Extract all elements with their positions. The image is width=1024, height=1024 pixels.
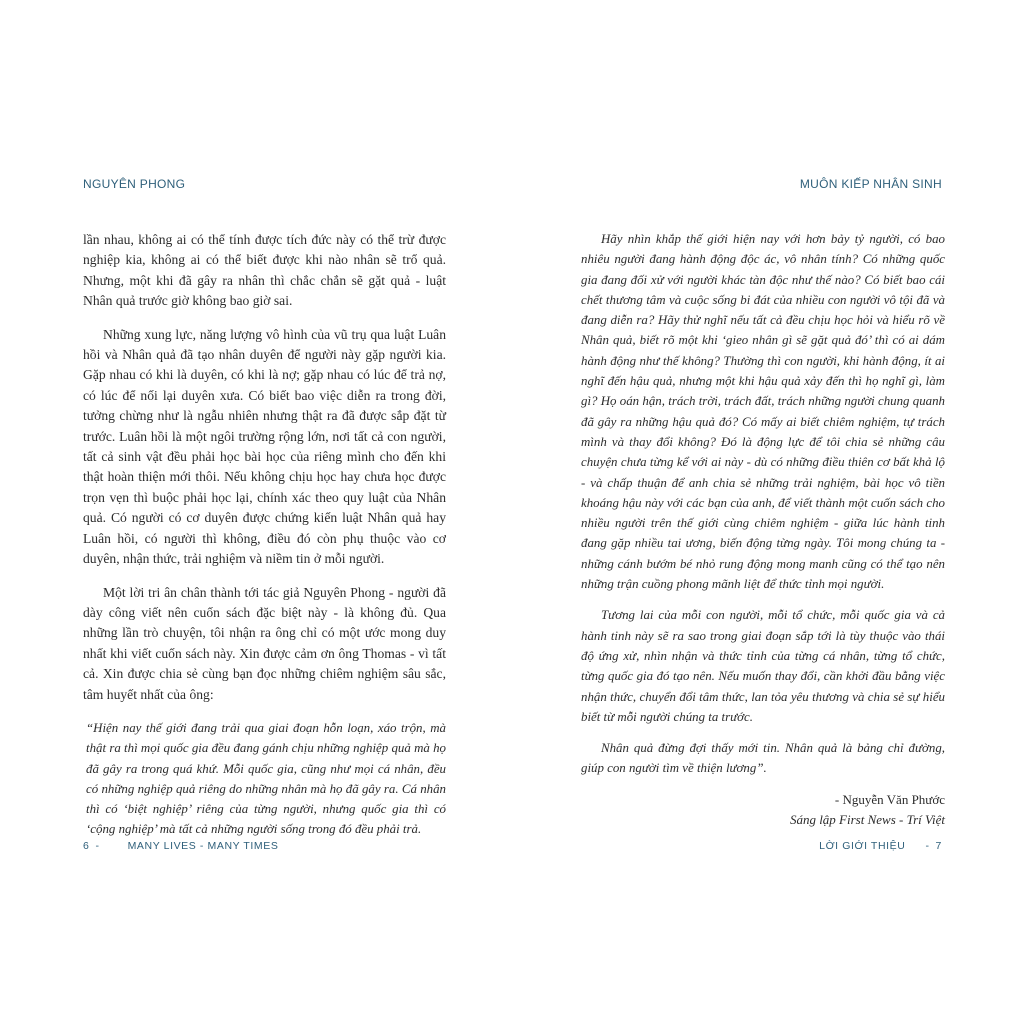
right-footer [819,840,942,852]
paragraph: Một lời tri ân chân thành tới tác giả Nguyên Phong - người đã dày công viết nên cuốn sách đặc biệt này - là không đủ. Qua những lần trò chuyện, tôi nhận ra ông chỉ có một ước mong duy nhất khi viết cuốn sách này. Xin được cảm ơn ông Thomas - vì tất cả. Xin được chia sẻ cùng bạn đọc những chiêm nghiệm sâu sắc, tâm huyết nhất của ông: [83,584,446,702]
footer-separator: - [95,840,100,852]
signature-name: - Nguyễn Văn Phước [834,791,945,807]
footer-section-title: LỜI GIỚI THIỆU [819,840,906,852]
quote-paragraph: Hãy nhìn khắp thế giới hiện nay với hơn bảy tỷ người, có bao nhiêu người đang hành động độc ác, vô nhân tính? Có những quốc gia đang đối xử với người khác tàn độc như thế nào? Có biết bao cái chết thương tâm và cuộc sống bi đát của nhiều con người vô tội đã và đang diễn ra? Hãy thử nghĩ nếu tất cả đều chịu học hỏi và hiểu rõ về Nhân quả, biết rõ một khi ‘gieo nhân gì sẽ gặt quả đó’ thì có ai dám hành động như thế không? Thường thì con người, khi hành động, ít ai nghĩ đến hậu quả, nhưng một khi hậu quả xảy đến thì họ nghĩ gì, làm gì? Họ oán hận, trách trời, trách đất, trách những người chung quanh đã gây ra những hậu quả đó? Có mấy ai biết chiêm nghiệm, tự trách mình và thay đổi không? Đó là động lực để tôi chia sẻ những câu chuyện chưa từng kể với ai này - dù có những điều thiên cơ bất khả lộ - và chấp thuận để anh chia sẻ những trải nghiệm, bài học vô tiền khoáng hậu này với các bạn của anh, để viết thành một cuốn sách cho nhiều người trên thế giới cùng chiêm nghiệm - giữa lúc hành tinh đang gặp nhiều tai ương, biến động từng ngày. Tôi mong chúng ta - những cánh bướm bé nhỏ rung động mong manh cũng có thể tạo nên những trận cuồng phong mãnh liệt để thức tỉnh mọi người. [581,232,945,592]
right-body-text [581,229,945,830]
running-head-author: NGUYÊN PHONG [83,177,186,191]
right-page [512,0,1024,1024]
quote-paragraph: Tương lai của mỗi con người, mỗi tổ chức, mỗi quốc gia và cả hành tinh này sẽ ra sao trong giai đoạn sắp tới là tùy thuộc vào thái độ ứng xử, nhìn nhận và thức tỉnh của từng cá nhân, từng tổ chức, từng quốc gia đó tạo nên. Nếu muốn thay đổi, cần khởi đầu bằng việc nhận thức, chuyển đổi tâm thức, lan tỏa yêu thương và chia sẻ sự hiểu biết từ mỗi người chúng ta trước. [581,608,945,724]
paragraph: Những xung lực, năng lượng vô hình của vũ trụ qua luật Luân hồi và Nhân quả đã tạo nhân duyên để người này gặp người kia. Gặp nhau có khi là duyên, có khi là nợ; gặp nhau có lúc để trả nợ, có lúc để nối lại duyên xưa. Có biết bao việc diễn ra trong đời, tưởng chừng như là ngẫu nhiên nhưng thật ra đã được sắp đặt từ trước. Luân hồi là một ngôi trường rộng lớn, nơi tất cả con người, tất cả sinh vật đều phải học bài học của riêng mình cho đến khi thật hoàn thiện mới thôi. Nếu không chịu học hay chưa học được trọn vẹn thì buộc phải học lại, chính xác theo quy luật của Nhân quả. Có người có cơ duyên được chứng kiến luật Nhân quả hay Luân hồi, có người thì không, điều đó còn phụ thuộc vào cơ duyên, nhận thức, trải nghiệm và niềm tin ở mỗi người. [83,326,446,567]
left-body-text [83,230,446,840]
footer-separator: - [925,840,930,852]
page-number: 7 [935,840,942,852]
signature-role: Sáng lập First News - Trí Việt [789,811,945,827]
left-footer [83,840,278,852]
quote-paragraph: “Hiện nay thế giới đang trải qua giai đoạn hỗn loạn, xáo trộn, mà thật ra thì mọi quốc gia đều đang gánh chịu những nghiệp quả mà họ đã gây ra trong quá khứ. Mỗi quốc gia, cũng như mọi cá nhân, đều có những nghiệp quả riêng do những nhân mà họ đã gây ra. Cá nhân thì có ‘biệt nghiệp’ riêng của từng người, nhưng quốc gia thì có ‘cộng nghiệp’ mà tất cả những người sống trong đó đều phải trả. [86,720,446,837]
signature-block [581,790,945,830]
paragraph: lần nhau, không ai có thể tính được tích đức này có thể trừ được nghiệp kia, không ai có thể biết được khi nào nhân sẽ trổ quả. Nhưng, một khi đã gây ra nhân thì chắc chắn sẽ gặt quả - luật Nhân quả trước giờ không bao giờ sai. [83,232,446,309]
quote-paragraph: Nhân quả đừng đợi thấy mới tin. Nhân quả là bảng chỉ đường, giúp con người tìm về thiện lương”. [581,741,945,776]
page-number: 6 [83,840,90,852]
running-head-book-title: MUÔN KIẾP NHÂN SINH [799,177,942,191]
footer-book-title: MANY LIVES - MANY TIMES [127,840,279,852]
